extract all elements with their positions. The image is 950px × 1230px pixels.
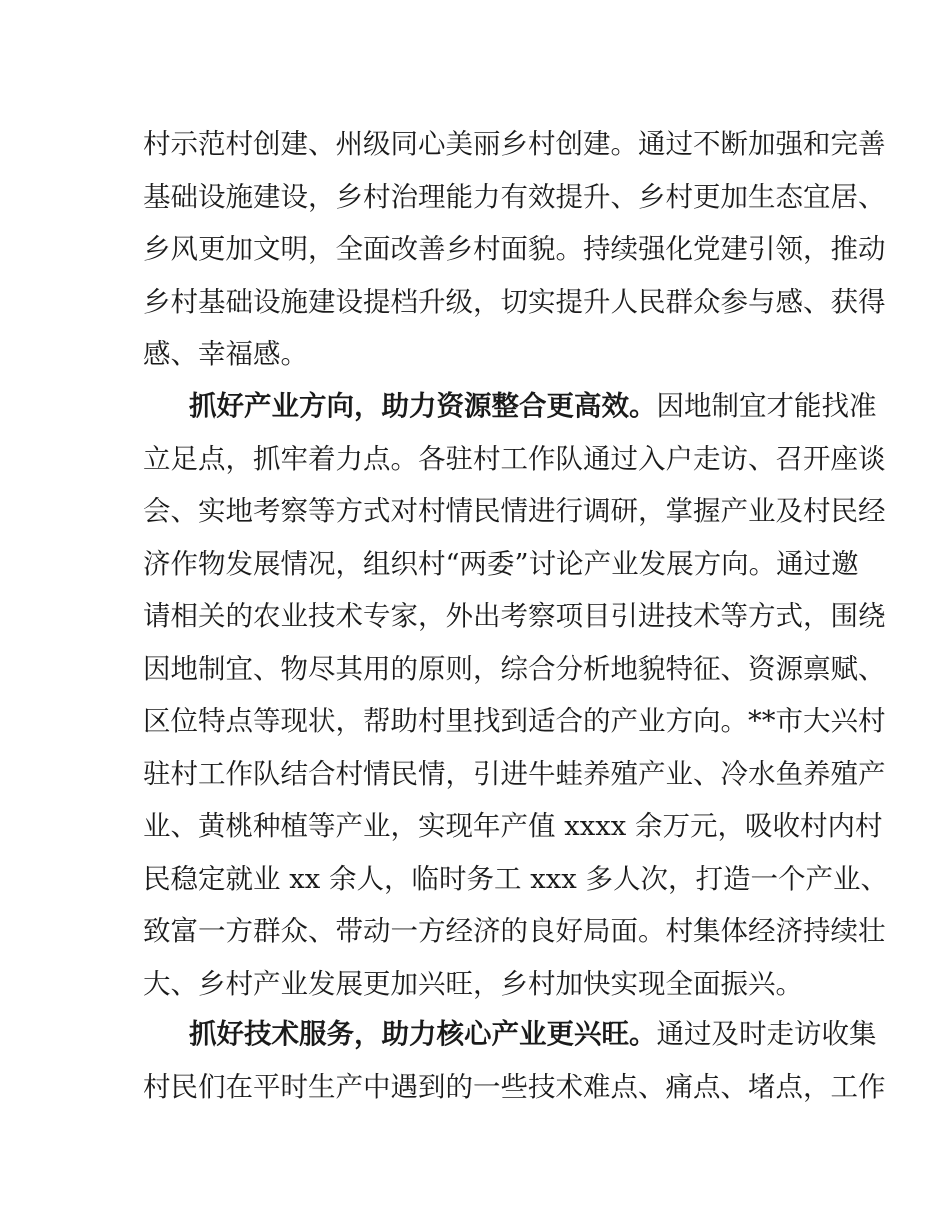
paragraph-line: 感、幸福感。 [143,338,308,370]
paragraph-line: 村民们在平时生产中遇到的一些技术难点、痛点、堵点，工作 [143,1070,886,1103]
paragraph-line: 立足点，抓牢着力点。各驻村工作队通过入户走访、召开座谈 [143,442,886,475]
paragraph-line: 济作物发展情况，组织村“两委”讨论产业发展方向。通过邀 [143,547,859,580]
paragraph-text: 因地制宜才能找准 [656,390,877,422]
paragraph-line: 基础设施建设，乡村治理能力有效提升、乡村更加生态宜居、 [143,180,886,213]
paragraph-line: 请相关的农业技术专家，外出考察项目引进技术等方式，围绕 [143,600,886,632]
paragraph-line: 村示范村创建、州级同心美丽乡村创建。通过不断加强和完善 [143,128,886,160]
paragraph-line: 乡村基础设施建设提档升级，切实提升人民群众参与感、获得 [143,285,886,318]
paragraph-heading: 抓好技术服务，助力核心产业更兴旺。 [189,1018,657,1050]
paragraph-line: 大、乡村产业发展更加兴旺，乡村加快实现全面振兴。 [143,967,803,1000]
paragraph-text: 通过及时走访收集 [656,1018,877,1050]
paragraph-line: 驻村工作队结合村情民情，引进牛蛙养殖产业、冷水鱼养殖产 [143,757,886,790]
paragraph-line: 乡风更加文明，全面改善乡村面貌。持续强化党建引领，推动 [143,233,886,265]
paragraph-line: 致富一方群众、带动一方经济的良好局面。村集体经济持续壮 [143,915,886,947]
paragraph-2 [143,380,889,1010]
paragraph-line: 因地制宜、物尽其用的原则，综合分析地貌特征、资源禀赋、 [143,652,886,685]
paragraph-line: 民稳定就业 xx 余人，临时务工 xxx 多人次，打造一个产业、 [143,862,889,895]
paragraph-first-line [143,1008,877,1061]
paragraph-heading: 抓好产业方向，助力资源整合更高效。 [189,390,657,422]
paragraph-line: 会、实地考察等方式对村情民情进行调研，掌握产业及村民经 [143,495,886,527]
paragraph-first-line [143,380,877,433]
paragraph-line: 区位特点等现状，帮助村里找到适合的产业方向。**市大兴村 [143,705,886,737]
paragraph-line: 业、黄桃种植等产业，实现年产值 xxxx 余万元，吸收村内村 [143,810,883,842]
paragraph-3 [143,1008,886,1113]
paragraph-1 [143,118,886,381]
